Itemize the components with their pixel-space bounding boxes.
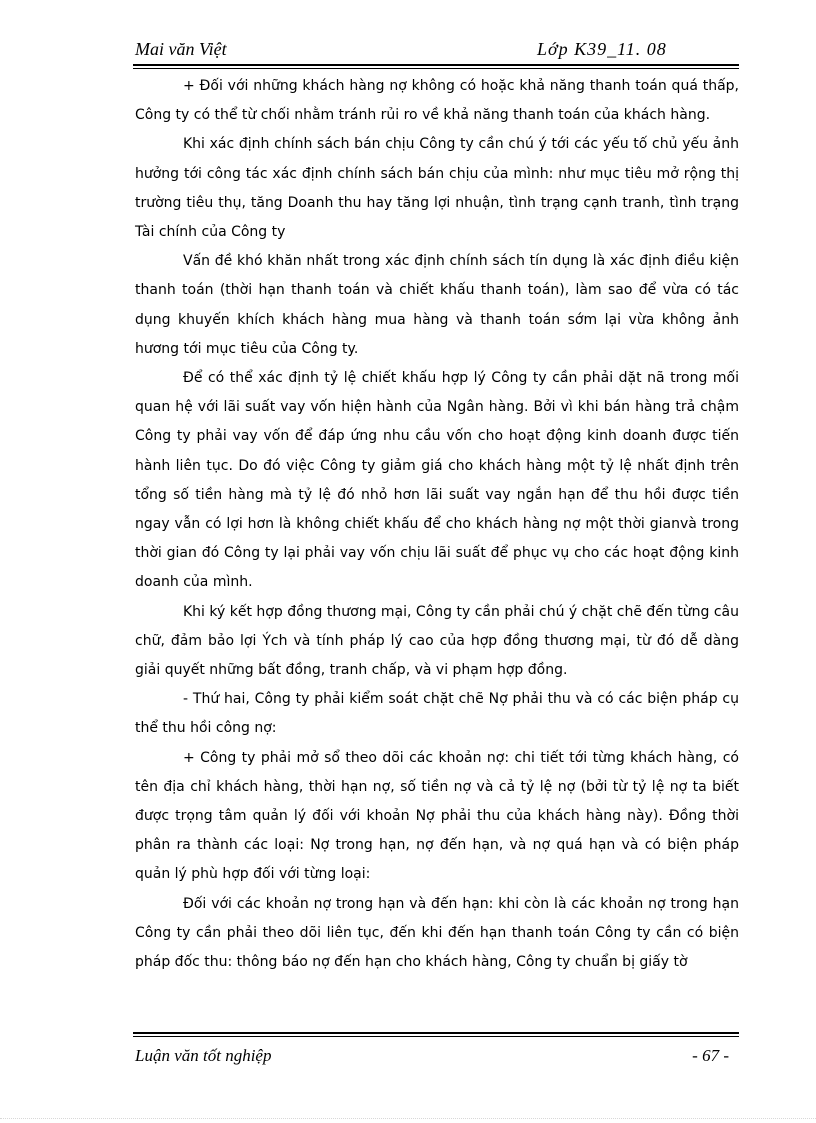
page-footer	[133, 1032, 739, 1072]
paragraph: Để có thể xác định tỷ lệ chiết khấu hợp lý Công ty cần phải dặt nã trong mối quan hệ với lãi suất vay vốn hiện hành của Ngân hàng. Bởi vì khi bán hàng trả chậm Công ty phải vay vốn để đáp ứng nhu cầu vốn cho hoạt động kinh doanh được tiến hành liên tục. Do đó việc Công ty giảm giá cho khách hàng một tỷ lệ nhất định trên tổng số tiền hàng mà tỷ lệ đó nhỏ hơn lãi suất vay ngắn hạn để thu hồi được tiền ngay vẫn có lợi hơn là không chiết khấu để cho khách hàng nợ một thời gianvà trong thời gian đó Công ty lại phải vay vốn chịu lãi suất để phục vụ cho các hoạt động kinh doanh của mình.	[135, 370, 739, 591]
paragraph: Vấn đề khó khăn nhất trong xác định chính sách tín dụng là xác định điều kiện thanh toán (thời hạn thanh toán và chiết khấu thanh toán), làm sao để vừa có tác dụng khuyến khích khách hàng mua hàng và thanh toán sớm lại vừa không ảnh hương tới mục tiêu của Công ty.	[135, 253, 739, 357]
footer-title: Luận văn tốt nghiệp	[135, 1046, 272, 1065]
page-edge-divider	[0, 1118, 816, 1119]
paragraph: Khi xác định chính sách bán chịu Công ty cần chú ý tới các yếu tố chủ yếu ảnh hưởng tới công tác xác định chính sách bán chịu của mình: như mục tiêu mở rộng thị trường tiêu thụ, tăng Doanh thu hay tăng lợi nhuận, tình trạng cạnh tranh, tình trạng Tài chính của Công ty	[135, 136, 739, 241]
paragraph: - Thứ hai, Công ty phải kiểm soát chặt chẽ Nợ phải thu và có các biện pháp cụ thể thu hồi công nợ:	[135, 691, 739, 737]
paragraph: Đối với các khoản nợ trong hạn và đến hạn: khi còn là các khoản nợ trong hạn Công ty cần phải theo dõi liên tục, đến khi đến hạn thanh toán Công ty cần có biện pháp đốc thu: thông báo nợ đến hạn cho khách hàng, Công ty chuẩn bị giấy tờ	[135, 895, 739, 971]
page-header	[133, 36, 739, 66]
paragraph: Khi ký kết hợp đồng thương mại, Công ty cần phải chú ý chặt chẽ đến từng câu chữ, đảm bảo lợi Ých và tính pháp lý cao của hợp đồng thương mại, từ đó dễ dàng giải quyết những bất đồng, tranh chấp, và vi phạm hợp đồng.	[135, 603, 739, 679]
document-body	[135, 72, 739, 977]
header-author: Mai văn Việt	[135, 39, 227, 59]
header-divider	[133, 68, 739, 69]
paragraph: + Công ty phải mở sổ theo dõi các khoản nợ: chi tiết tới từng khách hàng, có tên địa chỉ khách hàng, thời hạn nợ, số tiền nợ và cả tỷ lệ nợ (bởi từ tỷ lệ nợ ta biết được trọng tâm quản lý đối với khoản Nợ phải thu của khách hàng này). Đồng thời phân ra thành các loại: Nợ trong hạn, nợ đến hạn, và nợ quá hạn và có biện pháp quản lý phù hợp đối với từng loại:	[135, 749, 739, 883]
paragraph: + Đối với những khách hàng nợ không có hoặc khả năng thanh toán quá thấp, Công ty có thể từ chối nhằm tránh rủi ro về khả năng thanh toán của khách hàng.	[135, 78, 739, 124]
header-class-code: Lớp K39_11. 08	[537, 39, 667, 59]
page-number: - 67 -	[692, 1046, 729, 1065]
